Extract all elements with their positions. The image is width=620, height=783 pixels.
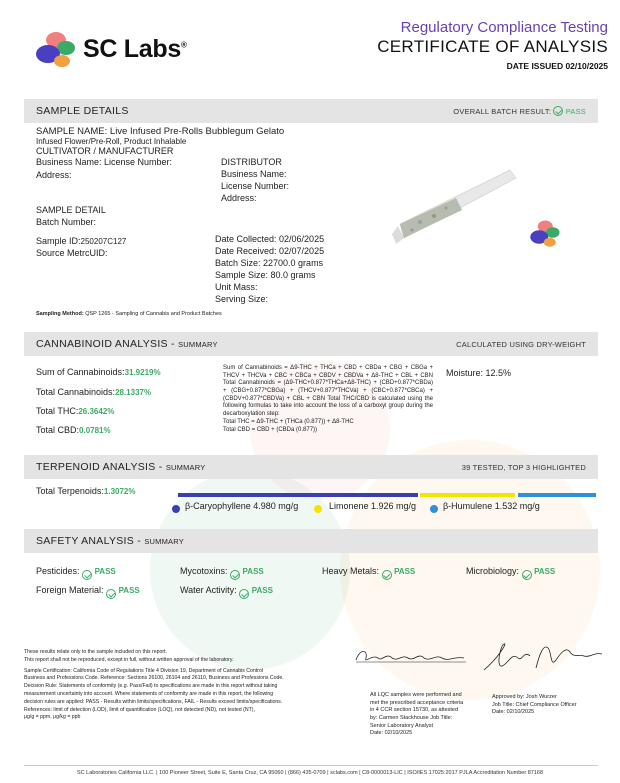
- report-type: Regulatory Compliance Testing: [400, 19, 608, 36]
- check-icon: [382, 570, 392, 580]
- report-title: CERTIFICATE OF ANALYSIS: [377, 37, 608, 56]
- cannabinoid-note: CALCULATED USING DRY-WEIGHT: [456, 340, 586, 349]
- safety-microbiology: Microbiology: PASS: [466, 566, 555, 576]
- formula-thc: Total THC = Δ9-THC + (THCa (0.877)) + Δ8-THC: [223, 419, 354, 425]
- total-thc: Total THC:26.3642%: [36, 406, 115, 416]
- cannabinoid-band: [24, 332, 598, 356]
- safety-pesticides: Pesticides: PASS: [36, 566, 116, 576]
- date-issued: DATE ISSUED 02/10/2025: [506, 61, 608, 71]
- date-collected: Date Collected: 02/06/2025: [215, 234, 325, 244]
- brand-name: SC Labs®: [83, 35, 187, 63]
- safety-water-activity: Water Activity: PASS: [180, 585, 273, 595]
- footer-divider: [24, 765, 598, 766]
- sample-details-band: [24, 99, 598, 123]
- sample-name: SAMPLE NAME: Live Infused Pre-Rolls Bubblegum Gelato: [36, 126, 285, 137]
- terpene-humulene: β-Humulene 1.532 mg/g: [443, 501, 540, 511]
- sum-cannabinoids: Sum of Cannabinoids:31.9219%: [36, 367, 161, 377]
- batch-size: Batch Size: 22700.0 grams: [215, 258, 324, 268]
- sample-details-title: SAMPLE DETAILS: [36, 105, 129, 117]
- loq-attestation: All LQC samples were performed and met the prescribed acceptance criteria in 4 CCR section 15730, as attested by: Carmen Stackhouse Job Title: Senior Laboratory Analyst Date: 02/10/2025: [370, 692, 464, 737]
- total-terpenoids: Total Terpenoids:1.3072%: [36, 486, 136, 496]
- check-icon: [522, 570, 532, 580]
- sample-size: Sample Size: 80.0 grams: [215, 270, 316, 280]
- check-icon: [553, 106, 563, 116]
- terpene-bar-humulene: [518, 493, 596, 497]
- serving-size: Serving Size:: [215, 294, 269, 304]
- distributor-address: Address:: [221, 193, 257, 203]
- cultivator-heading: CULTIVATOR / MANUFACTURER: [36, 146, 174, 156]
- check-icon: [230, 570, 240, 580]
- terpene-caryophyllene: β-Caryophyllene 4.980 mg/g: [185, 501, 299, 511]
- disclaimer: These results relate only to the sample included on this report. This report shall not be reproduced, except in full, without written approval of the laboratory. Sample Certification: California Code of Regulations Title 4 Division 19, Department of Cannabis Control Business and Professions Code. Reference: Sections 26100, 26104 and 26110, Business and Professions Code. Decision Rule: Statements of conformity (e.g. Pass/Fail) to specifications are made in this report without taking measurement uncertainty into account. Where statements of conformity are made in this report, the following decision rules are applied: PASS - Results within limits/specifications, FAIL - Results exceed limits/specifications. References: limit of detection (LOD), limit of quantification (LOQ), not detected (ND), not tested (NT), μg/g = ppm, μg/kg = ppb: [24, 649, 284, 721]
- sample-type: Infused Flower/Pre-Roll, Product Inhalable: [36, 137, 187, 146]
- sampling-method: Sampling Method: QSP 1265 - Sampling of Cannabis and Product Batches: [36, 311, 222, 317]
- overall-batch-result: OVERALL BATCH RESULT: PASS: [453, 107, 586, 116]
- safety-foreign-material: Foreign Material: PASS: [36, 585, 140, 595]
- check-icon: [82, 570, 92, 580]
- unit-mass: Unit Mass:: [215, 282, 258, 292]
- terpenoid-band: [24, 455, 598, 479]
- moisture: Moisture: 12.5%: [446, 368, 512, 378]
- terpene-dot-caryophyllene: [172, 505, 180, 513]
- sample-detail-heading: SAMPLE DETAIL: [36, 205, 106, 215]
- footer: SC Laboratories California LLC. | 100 Pioneer Street, Suite E, Santa Cruz, CA 95060 | (866) 435-0709 | sclabs.com | C8-0000013-LIC | ISO/IES 17025:2017 PJLA Accreditation Number 87168: [76, 770, 544, 776]
- safety-heavy-metals: Heavy Metals: PASS: [322, 566, 415, 576]
- distributor-license: License Number:: [221, 181, 290, 191]
- terpene-dot-limonene: [314, 505, 322, 513]
- approval: Approved by: Josh Wurzer Job Title: Chief Compliance Officer Date: 02/10/2025: [492, 694, 577, 716]
- terpenoid-note: 39 TESTED, TOP 3 HIGHLIGHTED: [461, 463, 586, 472]
- sample-id: Sample ID:250207C127: [36, 236, 127, 246]
- signature-wurzer: [478, 638, 608, 676]
- terpene-bar-caryophyllene: [178, 493, 418, 497]
- cultivator-line1: Business Name: License Number:: [36, 157, 173, 167]
- date-received: Date Received: 02/07/2025: [215, 246, 325, 256]
- cannabinoid-formula: Sum of Cannabinoids = Δ9-THC + THCa + CBD + CBDa + CBG + CBGa + THCV + THCVa + CBC + CBCa + CBDV + CBDVa + Δ8-THC + CBL + CBN Total Cannabinoids = (Δ9-THC+0.877*THCa+Δ8-THC) + (CBD+0.877*CBDa) + (CBG+0.877*CBGa) + (THCV+0.877*THCVa) + (CBC+0.877*CBCa) + (CBDV+0.877*CBDVa) + CBL + CBN Total THC/CBD is calculated using the following formulas to take into account the loss of a carboxyl group during the decarboxylation step:: [223, 365, 433, 418]
- sc-labs-small-logo: [530, 219, 562, 249]
- safety-mycotoxins: Mycotoxins: PASS: [180, 566, 264, 576]
- cultivator-address: Address:: [36, 170, 72, 180]
- safety-band: [24, 529, 598, 553]
- cannabinoid-title: CANNABINOID ANALYSIS - SUMMARY: [36, 338, 218, 350]
- sc-labs-logo: [36, 30, 78, 70]
- terpene-bar-limonene: [420, 493, 515, 497]
- terpene-dot-humulene: [430, 505, 438, 513]
- check-icon: [106, 589, 116, 599]
- formula-cbd: Total CBD = CBD + (CBDa (0.877)): [223, 427, 318, 433]
- terpene-limonene: Limonene 1.926 mg/g: [329, 501, 417, 511]
- product-preroll-image: [392, 160, 522, 250]
- signature-stackhouse: [352, 640, 472, 676]
- distributor-heading: DISTRIBUTOR: [221, 157, 282, 167]
- source-metrc: Source MetrcUID:: [36, 248, 108, 258]
- distributor-business: Business Name:: [221, 169, 287, 179]
- safety-title: SAFETY ANALYSIS - SUMMARY: [36, 535, 184, 547]
- total-cbd: Total CBD:0.0781%: [36, 425, 111, 435]
- total-cannabinoids: Total Cannabinoids:28.1337%: [36, 387, 152, 397]
- terpenoid-title: TERPENOID ANALYSIS - SUMMARY: [36, 461, 206, 473]
- batch-number: Batch Number:: [36, 217, 97, 227]
